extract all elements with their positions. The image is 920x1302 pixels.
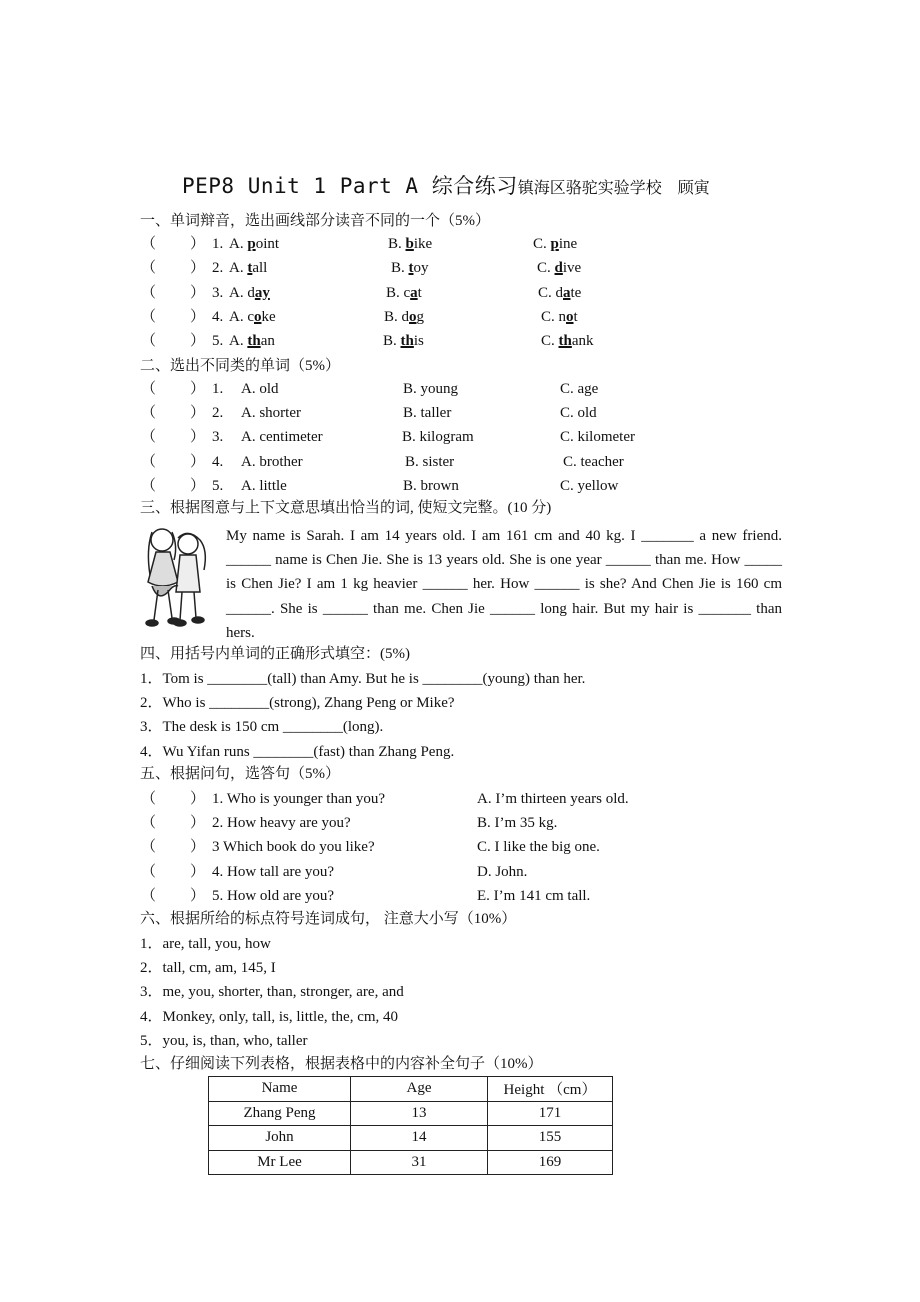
option-c [537,258,581,278]
page-title: PEP8 Unit 1 Part A 综合练习镇海区骆驼实验学校 顾寅 [182,174,710,198]
option-text: t [417,284,422,301]
section-7-heading: 七、仔细阅读下列表格，根据表格中的内容补全句子（10%） [140,1056,543,1072]
option-text: g [416,308,425,325]
option-b: B. young [403,381,459,397]
option-text: A. [229,236,248,252]
column-header: Age [351,1077,488,1102]
answer-paren-close: ） [190,381,206,397]
section-1-heading: 一、单词辩音，选出画线部分读音不同的一个（5%） [140,213,490,229]
author-name: 顾寅 [677,178,710,197]
option-text: B. [383,333,401,350]
option-text: A. [229,260,248,277]
option-c: C. kilometer [560,429,635,446]
answer-paren-open[interactable]: （ [141,839,157,856]
answer-paren-close: ） [190,308,206,325]
table-header-row [209,1077,613,1102]
option-a: A. centimeter [241,429,323,446]
option-b [388,234,432,254]
cell: 169 [488,1150,613,1175]
option-b [386,283,422,303]
answer-paren-close: ） [190,453,206,470]
section-2-heading: 二、选出不同类的单词（5%） [140,358,340,374]
underlined-letters: p [247,236,256,252]
question: 5. How old are you? [212,887,335,904]
option-text: B. d [384,308,410,325]
table-row [209,1150,613,1175]
option-b: B. brown [403,477,459,494]
answer-paren-close: ） [190,839,206,856]
word-order-item: 3．me, you, shorter, than, stronger, are, and [140,984,404,1001]
option-c [541,331,594,351]
option-text: B. [388,236,406,252]
option-c: C. teacher [563,453,624,470]
underlined-letters: p [550,236,559,252]
option-text: C. n [541,308,567,325]
underlined-letters: o [409,308,417,325]
option-text: A. c [229,308,254,325]
option-a [229,331,275,351]
answer-paren-close: ） [190,863,206,880]
answer-paren-close: ） [190,236,206,252]
answer-paren-close: ） [190,333,206,350]
answer-option: E. I’m 141 cm tall. [477,887,591,904]
cell: Mr Lee [209,1150,351,1175]
option-text: C. d [538,284,564,301]
word-order-item: 4．Monkey, only, tall, is, little, the, cm, 40 [140,1008,399,1025]
option-text: ank [571,333,594,350]
option-c: C. yellow [560,477,619,494]
option-a: A. brother [241,453,303,470]
section-6-heading: 六、根据所给的标点符号连词成句， 注意大小写（10%） [140,911,517,927]
answer-option: A. I’m thirteen years old. [477,791,629,807]
item-number: 4. [212,453,224,470]
cell: John [209,1126,351,1151]
option-a [229,283,270,303]
answer-paren-open[interactable]: （ [141,284,157,301]
two-girls-illustration [138,520,216,632]
fill-in-item: 4．Wu Yifan runs ________(fast) than Zhang Peng. [140,743,455,760]
option-text: oy [413,260,429,277]
item-number: 5. [212,333,224,350]
answer-paren-close: ） [190,260,206,277]
answer-paren-open[interactable]: （ [141,791,157,807]
school-name: 镇海区骆驼实验学校 [517,178,662,197]
table-row [209,1126,613,1151]
underlined-letters: th [247,333,261,350]
option-text: ive [562,260,582,277]
answer-paren-open[interactable]: （ [141,429,157,446]
answer-paren-close: ） [190,477,206,494]
item-number: 1. [212,236,224,252]
cell: 155 [488,1126,613,1151]
cell: 171 [488,1101,613,1126]
option-text: ike [413,236,433,252]
item-number: 5. [212,477,224,494]
answer-paren-open[interactable]: （ [141,333,157,350]
option-text: A. d [229,284,255,301]
option-c [533,234,577,254]
option-a [229,258,267,278]
option-b [384,307,424,327]
item-number: 2. [212,405,224,422]
underlined-letters: o [566,308,574,325]
underlined-letters: a [410,284,418,301]
option-b: B. taller [403,405,452,422]
cell: 31 [351,1150,488,1175]
answer-paren-close: ） [190,791,206,807]
underlined-letters: ay [254,284,270,301]
option-text: ine [558,236,578,252]
item-number: 3. [212,284,224,301]
column-header: Height （cm） [488,1077,613,1102]
answer-paren-open[interactable]: （ [141,381,157,397]
option-text: te [570,284,582,301]
option-text: t [573,308,578,325]
option-text: C. [533,236,551,252]
option-text: an [260,333,275,350]
answer-paren-open[interactable]: （ [141,236,157,252]
answer-paren-close: ） [190,887,206,904]
answer-paren-open[interactable]: （ [141,405,157,422]
cell: 13 [351,1101,488,1126]
answer-paren-open[interactable]: （ [141,815,157,832]
option-text: C. [537,260,555,277]
answer-paren-close: ） [190,429,206,446]
underlined-letters: b [405,236,414,252]
option-b [391,258,429,278]
answer-paren-open[interactable]: （ [141,308,157,325]
item-number: 2. [212,260,224,277]
item-number: 1. [212,381,224,397]
answer-paren-open[interactable]: （ [141,863,157,880]
option-a: A. little [241,477,287,494]
underlined-letters: t [408,260,414,277]
option-b: B. sister [405,453,455,470]
underlined-letters: o [254,308,262,325]
word-order-item: 1．are, tall, you, how [140,936,271,952]
option-b [383,331,424,351]
fill-in-item: 2．Who is ________(strong), Zhang Peng or Mike? [140,695,455,712]
option-a [229,307,276,327]
answer-paren-close: ） [190,405,206,422]
item-number: 4. [212,308,224,325]
column-header: Name [209,1077,351,1102]
option-text: oint [255,236,280,252]
section-5-heading: 五、根据问句，选答句（5%） [140,766,340,782]
word-order-item: 2．tall, cm, am, 145, I [140,960,276,977]
answer-option: B. I’m 35 kg. [477,815,558,832]
answer-paren-open[interactable]: （ [141,453,157,470]
option-c [538,283,581,303]
cell: 14 [351,1126,488,1151]
fill-in-item: 3．The desk is 150 cm ________(long). [140,719,384,736]
table-row [209,1101,613,1126]
word-order-item: 5．you, is, than, who, taller [140,1032,308,1049]
question: 4. How tall are you? [212,863,335,880]
underlined-letters: a [563,284,571,301]
underlined-letters: t [247,260,253,277]
option-text: is [413,333,424,350]
option-text: C. [541,333,559,350]
fill-in-item: 1．Tom is ________(tall) than Amy. But he is ________(young) than her. [140,671,586,687]
answer-option: D. John. [477,863,528,880]
answer-paren-close: ） [190,815,206,832]
answer-paren-open[interactable]: （ [141,887,157,904]
info-table [208,1076,613,1175]
option-a: A. old [241,381,279,397]
option-b: B. kilogram [402,429,474,446]
cell: Zhang Peng [209,1101,351,1126]
question: 2. How heavy are you? [212,815,351,832]
question: 3 Which book do you like? [212,839,375,856]
option-a: A. shorter [241,405,301,422]
option-text: B. c [386,284,411,301]
option-text: ke [261,308,276,325]
option-text: B. [391,260,409,277]
answer-option: C. I like the big one. [477,839,600,856]
underlined-letters: th [558,333,572,350]
item-number: 3. [212,429,224,446]
option-c: C. old [560,405,597,422]
answer-paren-open[interactable]: （ [141,477,157,494]
question: 1. Who is younger than you? [212,791,386,807]
option-c: C. age [560,381,599,397]
answer-paren-close: ） [190,284,206,301]
cloze-passage: My name is Sarah. I am 14 years old. I am 161 cm and 40 kg. I _______ a new friend. ______ name is Chen Jie. She is 13 years old. She is one year ______ than me. How _____ is Chen Jie? I am 1 kg heavier ______ her. How ______ is she? And Chen Jie is 160 cm ______. She is ______ than me. Chen Jie ______ long hair. But my hair is _______ than hers. [226,528,782,641]
option-c [541,307,578,327]
option-text: all [252,260,268,277]
option-text: A. [229,333,248,350]
underlined-letters: th [400,333,414,350]
option-a [229,234,279,254]
underlined-letters: d [554,260,563,277]
section-4-heading: 四、用括号内单词的正确形式填空：(5%) [140,646,410,662]
section-3-heading: 三、根据图意与上下文意思填出恰当的词, 使短文完整。(10 分) [140,500,552,516]
answer-paren-open[interactable]: （ [141,260,157,277]
